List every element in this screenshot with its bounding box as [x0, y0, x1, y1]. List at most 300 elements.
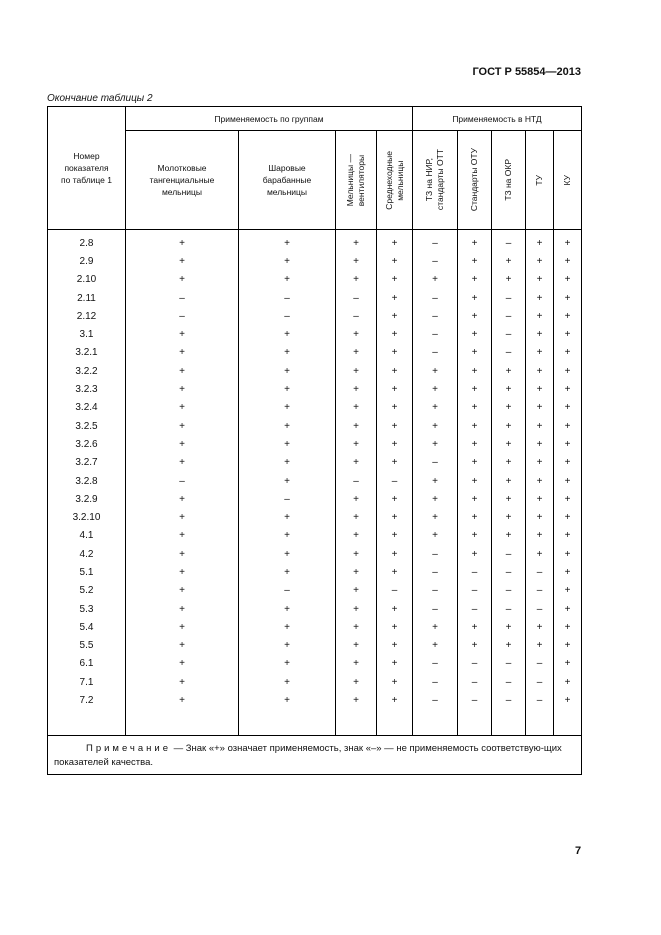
table-cell: +	[126, 655, 239, 673]
table-cell: –	[526, 655, 554, 673]
table-row	[48, 325, 582, 343]
table-cell: –	[492, 344, 526, 362]
table-cell: +	[377, 563, 413, 581]
header-groups	[126, 107, 413, 131]
table-cell: –	[458, 563, 492, 581]
row-number-cell: 5.2	[48, 582, 126, 600]
header-fan-mills	[336, 131, 377, 230]
table-cell: +	[458, 618, 492, 636]
table-cell: +	[492, 252, 526, 270]
row-number-cell: 3.2.10	[48, 508, 126, 526]
table-cell: –	[239, 490, 336, 508]
table-cell: +	[336, 691, 377, 709]
table-row	[48, 637, 582, 655]
table-cell: +	[526, 417, 554, 435]
table-cell: +	[126, 362, 239, 380]
table-cell: +	[336, 380, 377, 398]
table-body	[48, 230, 582, 736]
header-groups-text: Применяемость по группам	[214, 113, 324, 124]
table-cell: +	[526, 637, 554, 655]
table-cell: +	[336, 399, 377, 417]
table-cell: +	[239, 230, 336, 253]
table-cell: +	[239, 435, 336, 453]
table-cell: +	[554, 600, 582, 618]
table-row	[48, 582, 582, 600]
table-cell: +	[554, 454, 582, 472]
row-number-cell: 3.2.7	[48, 454, 126, 472]
table-cell: +	[239, 527, 336, 545]
table-cell: +	[336, 582, 377, 600]
table-cell: +	[377, 527, 413, 545]
table-cell: +	[526, 325, 554, 343]
table-cell: +	[377, 289, 413, 307]
table-row	[48, 417, 582, 435]
table-cell: –	[336, 289, 377, 307]
table-cell: +	[554, 271, 582, 289]
table-cell: +	[458, 435, 492, 453]
table-cell: +	[239, 472, 336, 490]
table-cell: +	[492, 472, 526, 490]
table-row	[48, 362, 582, 380]
table-cell: +	[126, 490, 239, 508]
table-cell: +	[554, 637, 582, 655]
table-cell: –	[526, 582, 554, 600]
empty-cell	[492, 710, 526, 736]
table-cell: +	[336, 508, 377, 526]
table-cell: +	[239, 691, 336, 709]
table-cell: +	[554, 545, 582, 563]
table-cell: +	[239, 618, 336, 636]
table-cell: +	[377, 508, 413, 526]
row-number-cell: 5.4	[48, 618, 126, 636]
table-cell: –	[492, 289, 526, 307]
table-cell: +	[458, 325, 492, 343]
table-cell: +	[554, 508, 582, 526]
table-cell: +	[336, 325, 377, 343]
table-cell: –	[126, 289, 239, 307]
table-cell: +	[458, 527, 492, 545]
table-cell: –	[413, 289, 458, 307]
table-cell: +	[413, 618, 458, 636]
table-cell: +	[458, 307, 492, 325]
table-cell: +	[526, 508, 554, 526]
table-row	[48, 344, 582, 362]
table-cell: –	[413, 344, 458, 362]
table-cell: +	[336, 362, 377, 380]
table-cell: –	[492, 691, 526, 709]
table-cell: +	[126, 399, 239, 417]
header-tz-okr-text: ТЗ на ОКР	[503, 159, 513, 201]
table-cell: –	[126, 472, 239, 490]
table-cell: –	[492, 673, 526, 691]
row-number-cell: 3.1	[48, 325, 126, 343]
table-cell: +	[526, 230, 554, 253]
table-cell: +	[336, 271, 377, 289]
header-ku	[554, 131, 582, 230]
table-cell: –	[413, 673, 458, 691]
table-cell: +	[336, 637, 377, 655]
table-cell: +	[377, 545, 413, 563]
row-number-cell: 6.1	[48, 655, 126, 673]
table-cell: +	[126, 637, 239, 655]
row-number-cell: 2.12	[48, 307, 126, 325]
table-cell: +	[526, 271, 554, 289]
header-ball-mills	[239, 131, 336, 230]
applicability-table	[47, 106, 582, 775]
header-ntd-text: Применяемость в НТД	[452, 113, 542, 124]
table-cell: +	[492, 490, 526, 508]
table-cell: +	[554, 289, 582, 307]
table-row	[48, 527, 582, 545]
table-cell: +	[126, 563, 239, 581]
table-cell: +	[413, 417, 458, 435]
header-ku-text: КУ	[562, 174, 572, 186]
table-cell: +	[126, 325, 239, 343]
table-cell: –	[336, 472, 377, 490]
table-row	[48, 508, 582, 526]
table-cell: +	[526, 435, 554, 453]
header-otu-text: Стандарты ОТУ	[469, 148, 479, 212]
empty-cell	[413, 710, 458, 736]
table-row	[48, 230, 582, 253]
page-number: 7	[575, 845, 582, 857]
table-cell: +	[239, 545, 336, 563]
table-cell: +	[377, 399, 413, 417]
table-cell: +	[554, 230, 582, 253]
table-cell: +	[239, 600, 336, 618]
table-cell: +	[126, 417, 239, 435]
table-cell: –	[413, 582, 458, 600]
table-cell: –	[458, 582, 492, 600]
table-row	[48, 252, 582, 270]
table-row	[48, 600, 582, 618]
table-cell: +	[554, 399, 582, 417]
header-tu-text: ТУ	[534, 174, 544, 186]
table-cell: +	[336, 252, 377, 270]
table-cell: +	[126, 380, 239, 398]
table-row	[48, 563, 582, 581]
table-cell: –	[526, 563, 554, 581]
filler-row	[48, 710, 582, 736]
table-cell: +	[458, 289, 492, 307]
table-cell: +	[458, 637, 492, 655]
table-cell: +	[413, 508, 458, 526]
table-cell: +	[336, 230, 377, 253]
table-cell: –	[413, 691, 458, 709]
empty-cell	[336, 710, 377, 736]
table-cell: +	[377, 655, 413, 673]
empty-cell	[526, 710, 554, 736]
header-ball-mills-text: Шаровые барабанные мельницы	[262, 163, 312, 197]
table-cell: –	[239, 582, 336, 600]
table-cell: +	[239, 655, 336, 673]
header-number-text: Номер показателя по таблице 1	[61, 151, 112, 185]
table-cell: +	[492, 454, 526, 472]
table-caption: Окончание таблицы 2	[47, 93, 153, 104]
table-cell: +	[413, 399, 458, 417]
table-cell: +	[554, 325, 582, 343]
row-number-cell: 5.3	[48, 600, 126, 618]
table-row	[48, 655, 582, 673]
row-number-cell: 3.2.8	[48, 472, 126, 490]
table-cell: +	[458, 362, 492, 380]
table-cell: –	[458, 673, 492, 691]
table-cell: +	[526, 399, 554, 417]
table-cell: +	[239, 563, 336, 581]
table-cell: +	[336, 435, 377, 453]
table-cell: +	[554, 618, 582, 636]
table-cell: +	[377, 417, 413, 435]
header-ntd	[413, 107, 582, 131]
table-cell: +	[126, 527, 239, 545]
table-cell: +	[526, 362, 554, 380]
table-cell: +	[554, 380, 582, 398]
table-cell: –	[492, 655, 526, 673]
table-cell: +	[458, 399, 492, 417]
table-cell: +	[526, 252, 554, 270]
table-cell: +	[377, 637, 413, 655]
header-medium-speed-mills-text: Среднеходные мельницы	[383, 150, 405, 210]
table-cell: +	[377, 325, 413, 343]
table-cell: +	[554, 252, 582, 270]
row-number-cell: 3.2.2	[48, 362, 126, 380]
table-cell: –	[413, 454, 458, 472]
table-cell: +	[554, 435, 582, 453]
table-cell: +	[458, 380, 492, 398]
table-cell: +	[336, 618, 377, 636]
table-cell: +	[126, 508, 239, 526]
table-cell: +	[126, 454, 239, 472]
table-cell: +	[554, 344, 582, 362]
table-cell: –	[492, 563, 526, 581]
table-cell: +	[492, 637, 526, 655]
table-cell: –	[336, 307, 377, 325]
table-row	[48, 307, 582, 325]
table-cell: +	[377, 252, 413, 270]
header-number	[48, 107, 126, 230]
table-row	[48, 380, 582, 398]
empty-cell	[377, 710, 413, 736]
table-cell: +	[336, 600, 377, 618]
table-cell: +	[554, 563, 582, 581]
table-cell: +	[377, 691, 413, 709]
table-cell: +	[413, 472, 458, 490]
table-cell: +	[526, 307, 554, 325]
table-cell: +	[126, 582, 239, 600]
table-cell: +	[336, 527, 377, 545]
empty-cell	[554, 710, 582, 736]
header-otu	[458, 131, 492, 230]
table-cell: +	[239, 417, 336, 435]
table-cell: +	[126, 545, 239, 563]
table-cell: +	[336, 454, 377, 472]
note-text: — Знак «+» означает применяемость, знак «–» — не применяемость соответствую-щих показателей качества.	[54, 742, 562, 768]
table-row	[48, 289, 582, 307]
row-number-cell: 3.2.5	[48, 417, 126, 435]
table-cell: –	[239, 289, 336, 307]
table-cell: +	[377, 344, 413, 362]
row-number-cell: 2.10	[48, 271, 126, 289]
table-cell: +	[554, 417, 582, 435]
table-cell: +	[492, 380, 526, 398]
table-cell: +	[239, 637, 336, 655]
table-cell: +	[239, 380, 336, 398]
table-cell: +	[336, 490, 377, 508]
row-number-cell: 3.2.1	[48, 344, 126, 362]
table-row	[48, 399, 582, 417]
table-cell: –	[492, 307, 526, 325]
table-cell: +	[492, 508, 526, 526]
table-cell: +	[336, 417, 377, 435]
table-cell: +	[336, 545, 377, 563]
table-cell: +	[492, 435, 526, 453]
table-cell: +	[492, 527, 526, 545]
header-fan-mills-text: Мельницы — вентиляторы	[345, 153, 366, 207]
table-cell: +	[492, 417, 526, 435]
table-cell: +	[458, 344, 492, 362]
table-cell: +	[126, 600, 239, 618]
table-cell: +	[336, 344, 377, 362]
table-cell: –	[413, 545, 458, 563]
table-cell: +	[239, 508, 336, 526]
table-cell: +	[126, 271, 239, 289]
row-number-cell: 7.1	[48, 673, 126, 691]
document-id: ГОСТ Р 55854—2013	[472, 66, 581, 78]
row-number-cell: 5.1	[48, 563, 126, 581]
table-cell: +	[126, 618, 239, 636]
table-cell: +	[458, 472, 492, 490]
table-cell: +	[377, 380, 413, 398]
header-medium-speed-mills	[377, 131, 413, 230]
table-cell: –	[458, 691, 492, 709]
table-row	[48, 618, 582, 636]
header-tz-nir	[413, 131, 458, 230]
row-number-cell: 2.8	[48, 230, 126, 253]
table-row	[48, 454, 582, 472]
row-number-cell: 4.2	[48, 545, 126, 563]
table-cell: +	[377, 362, 413, 380]
header-hammer-mills	[126, 131, 239, 230]
table-cell: +	[126, 252, 239, 270]
table-cell: +	[526, 527, 554, 545]
table-cell: +	[526, 618, 554, 636]
header-tz-nir-text: ТЗ на НИР, стандарты ОТТ	[424, 149, 445, 211]
table-cell: +	[413, 435, 458, 453]
row-number-cell: 5.5	[48, 637, 126, 655]
table-row	[48, 673, 582, 691]
table-cell: +	[526, 454, 554, 472]
table-cell: +	[458, 230, 492, 253]
header-hammer-mills-text: Молотковые тангенциальные мельницы	[149, 163, 215, 197]
table-cell: +	[377, 435, 413, 453]
table-cell: +	[377, 673, 413, 691]
row-number-cell: 3.2.4	[48, 399, 126, 417]
table-cell: +	[336, 563, 377, 581]
table-cell: –	[239, 307, 336, 325]
table-cell: –	[377, 582, 413, 600]
table-note	[48, 735, 582, 774]
table-cell: +	[554, 582, 582, 600]
table-cell: +	[492, 399, 526, 417]
table-row	[48, 691, 582, 709]
table-cell: +	[239, 252, 336, 270]
table-cell: +	[336, 655, 377, 673]
header-tu	[526, 131, 554, 230]
table-cell: +	[377, 230, 413, 253]
table-cell: +	[554, 673, 582, 691]
table-cell: –	[492, 230, 526, 253]
table-cell: +	[413, 362, 458, 380]
table-row	[48, 490, 582, 508]
row-number-cell: 3.2.9	[48, 490, 126, 508]
table-row	[48, 545, 582, 563]
table-cell: +	[126, 344, 239, 362]
table-cell: +	[458, 508, 492, 526]
table-cell: +	[239, 673, 336, 691]
table-cell: +	[126, 691, 239, 709]
table-row	[48, 472, 582, 490]
table-cell: +	[239, 399, 336, 417]
table-cell: +	[413, 380, 458, 398]
table-cell: –	[413, 600, 458, 618]
table-row	[48, 271, 582, 289]
table-cell: +	[526, 472, 554, 490]
table-cell: +	[492, 271, 526, 289]
table-cell: –	[492, 582, 526, 600]
table-cell: +	[126, 435, 239, 453]
table-cell: +	[458, 454, 492, 472]
table-cell: +	[492, 618, 526, 636]
table-cell: –	[492, 600, 526, 618]
table-cell: –	[413, 307, 458, 325]
row-number-cell: 7.2	[48, 691, 126, 709]
row-number-cell: 3.2.6	[48, 435, 126, 453]
table-cell: +	[413, 527, 458, 545]
table-cell: +	[526, 344, 554, 362]
table-cell: +	[554, 472, 582, 490]
table-cell: –	[377, 472, 413, 490]
empty-cell	[126, 710, 239, 736]
column-headers-row	[48, 131, 582, 230]
table-cell: +	[526, 490, 554, 508]
table-cell: –	[526, 673, 554, 691]
table-cell: +	[492, 362, 526, 380]
table-cell: –	[126, 307, 239, 325]
table-cell: +	[377, 454, 413, 472]
table-cell: +	[554, 490, 582, 508]
table-cell: +	[554, 691, 582, 709]
table-cell: +	[377, 271, 413, 289]
table-cell: +	[526, 545, 554, 563]
table-cell: +	[336, 673, 377, 691]
table-cell: +	[554, 362, 582, 380]
row-number-cell: 3.2.3	[48, 380, 126, 398]
table-cell: –	[413, 252, 458, 270]
table-cell: –	[413, 655, 458, 673]
table-cell: –	[492, 545, 526, 563]
table-cell: +	[239, 325, 336, 343]
table-cell: –	[492, 325, 526, 343]
table-cell: –	[413, 325, 458, 343]
table-cell: –	[526, 600, 554, 618]
table-row	[48, 435, 582, 453]
table-cell: –	[458, 600, 492, 618]
table-cell: +	[458, 417, 492, 435]
table-cell: +	[526, 380, 554, 398]
note-label: Примечание	[86, 742, 171, 754]
table-cell: –	[413, 230, 458, 253]
table-cell: +	[554, 527, 582, 545]
